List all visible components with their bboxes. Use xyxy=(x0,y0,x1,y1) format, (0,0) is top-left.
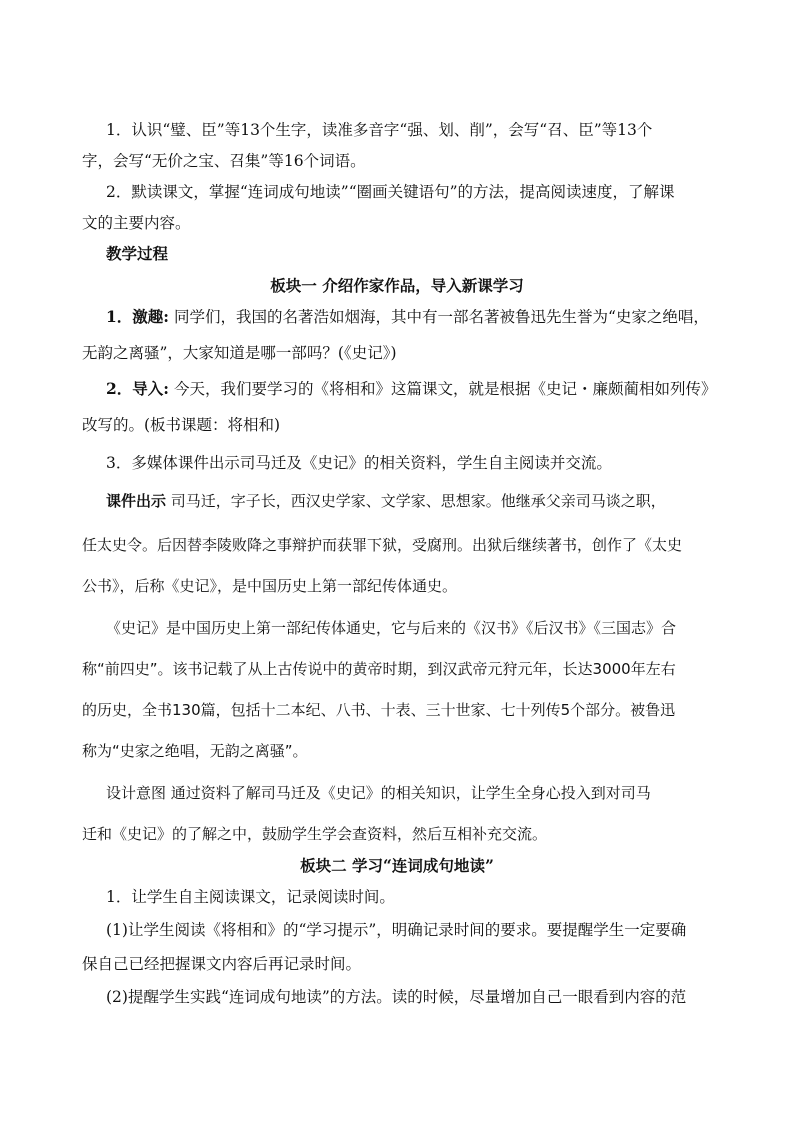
block-2-step-1: 1．让学生自主阅读课文，记录阅读时间。 xyxy=(106,888,395,906)
design-intent-line-2: 迁和《史记》的了解之中，鼓励学生学会查资料，然后互相补充交流。 xyxy=(82,825,548,843)
shiji-line-1: 《史记》是中国历史上第一部纪传体通史，它与后来的《汉书》《后汉书》《三国志》合 xyxy=(106,619,677,637)
objective-1-line-2: 字，会写“无价之宝、召集”等16个词语。 xyxy=(82,152,366,170)
block-1-title: 板块一 介绍作家作品，导入新课学习 xyxy=(270,276,524,295)
block-1-step-3: 3．多媒体课件出示司马迁及《史记》的相关资料，学生自主阅读并交流。 xyxy=(106,454,612,472)
step-2-label: 2．导入: xyxy=(106,379,170,398)
courseware-label: 课件出示 xyxy=(106,492,167,510)
block-1-step-1-line-2: 无韵之离骚”，大家知道是哪一部吗？(《史记》) xyxy=(82,344,397,362)
shiji-line-3: 的历史，全书130篇，包括十二本纪、八书、十表、三十世家、七十列传5个部分。被鲁迅 xyxy=(82,701,676,719)
block-2-title: 板块二 学习“连词成句地读” xyxy=(300,856,494,875)
courseware-line-1: 课件出示 司马迁，字子长，西汉史学家、文学家、思想家。他继承父亲司马谈之职， xyxy=(106,492,666,510)
objective-2-line-2: 文的主要内容。 xyxy=(82,214,191,232)
design-intent-label: 设计意图 xyxy=(106,784,167,802)
design-intent-line-1: 设计意图 通过资料了解司马迁及《史记》的相关知识，让学生全身心投入到对司马 xyxy=(106,784,651,802)
step-1-label: 1．激趣: xyxy=(106,307,170,326)
courseware-line-2: 任太史令。后因替李陵败降之事辩护而获罪下狱，受腐刑。出狱后继续著书，创作了《太史 xyxy=(82,536,683,554)
block-2-sub-1-line-2: 保自己已经把握课文内容后再记录时间。 xyxy=(82,955,362,973)
block-1-step-2-line-1: 2．导入: 今天，我们要学习的《将相和》这篇课文，就是根据《史记・廉颇蔺相如列传》 xyxy=(106,379,717,398)
block-1-step-2-line-2: 改写的。(板书课题：将相和) xyxy=(82,416,281,434)
block-1-step-1-line-1: 1．激趣: 同学们，我国的名著浩如烟海，其中有一部名著被鲁迅先生誉为“史家之绝唱， xyxy=(106,307,709,326)
courseware-line-3: 公书》，后称《史记》，是中国历史上第一部纪传体通史。 xyxy=(82,577,458,595)
objective-2-line-1: 2．默读课文，掌握“连词成句地读”“圈画关键语句”的方法，提高阅读速度，了解课 xyxy=(106,183,675,201)
shiji-line-4: 称为“史家之绝唱，无韵之离骚”。 xyxy=(82,742,308,760)
process-heading: 教学过程 xyxy=(106,244,169,263)
objective-1-line-1: 1．认识“璧、臣”等13个生字，读准多音字“强、划、削”，会写“召、臣”等13个 xyxy=(106,121,653,139)
shiji-line-2: 称“前四史”。该书记载了从上古传说中的黄帝时期，到汉武帝元狩元年，长达3000年左右 xyxy=(82,660,676,678)
block-2-sub-2-line-1: (2)提醒学生实践“连词成句地读”的方法。读的时候，尽量增加自己一眼看到内容的范 xyxy=(106,988,687,1006)
block-2-sub-1-line-1: (1)让学生阅读《将相和》的“学习提示”，明确记录时间的要求。要提醒学生一定要确 xyxy=(106,921,687,939)
